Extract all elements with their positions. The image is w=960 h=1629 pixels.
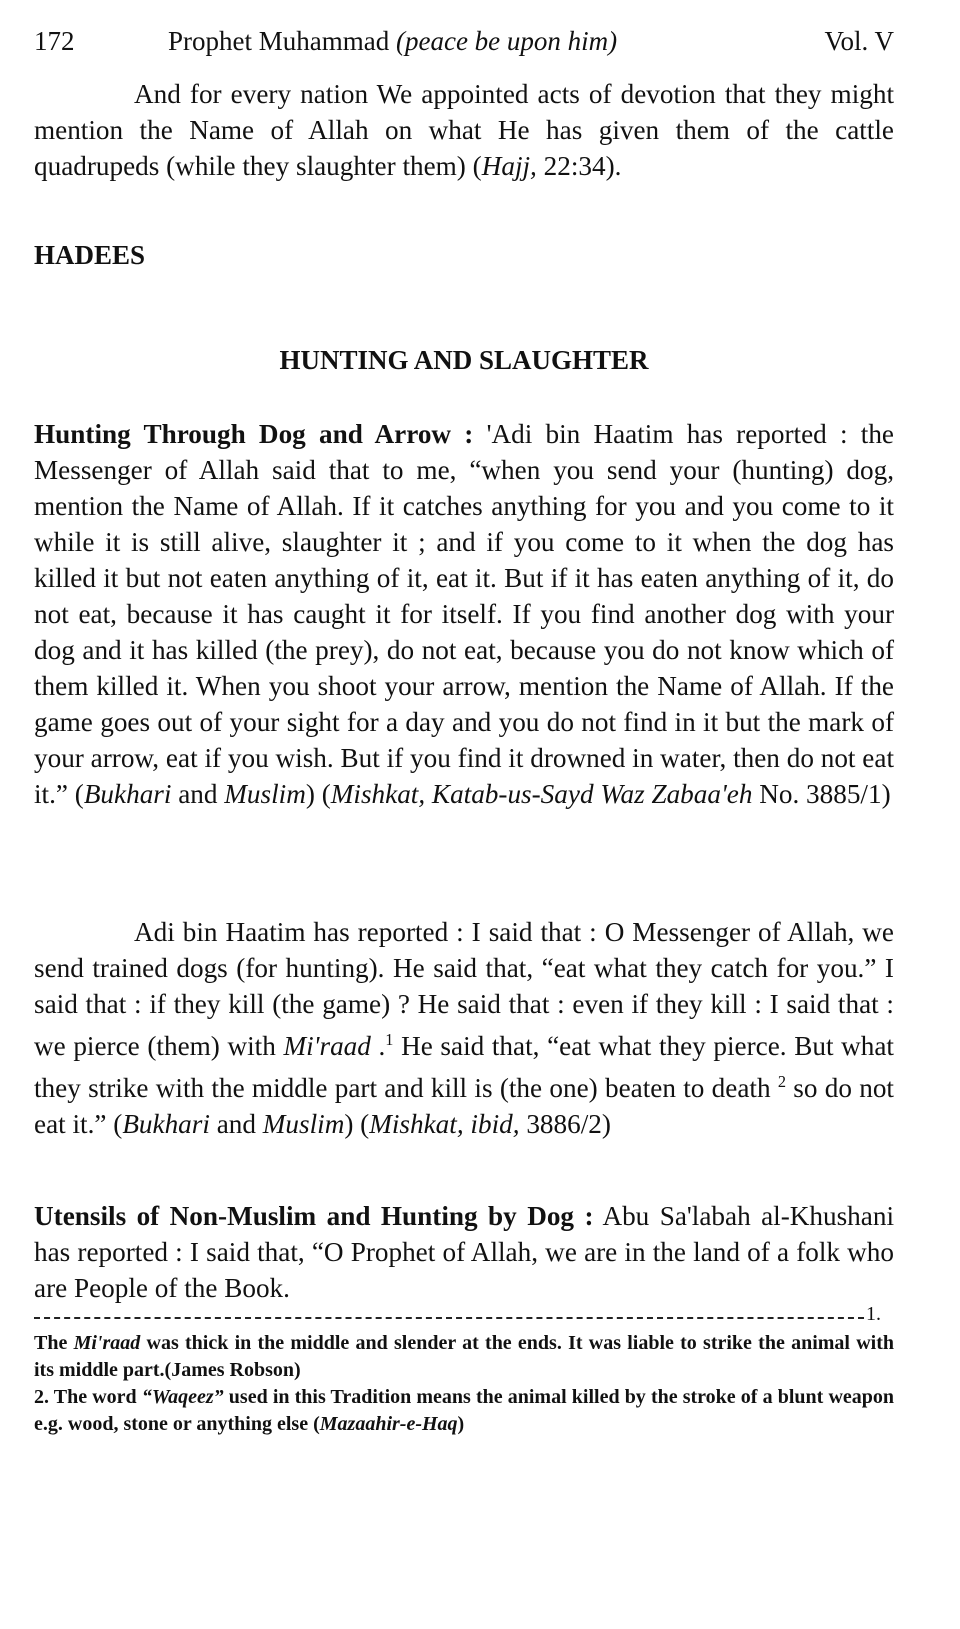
footnote-2: 2. The word “Waqeez” used in this Tradition means the animal killed by the stroke of a blunt weapon e.g. wood, stone or anything else (Mazaahir-e-Haq): [34, 1386, 895, 1435]
quran-verse: And for every nation We appointed acts of devotion that they might mention the Name of Allah on what He has given them of the cattle quadrupeds (while they slaughter them) (Hajj, 22:34).: [34, 79, 894, 181]
hadith-paragraph-3: Utensils of Non-Muslim and Hunting by Dog : Abu Sa'labah al-Khushani has reported : I said that, “O Prophet of Allah, we are in the land of a folk who are People of the Book.: [34, 1201, 894, 1303]
footnote-ref-2: 2: [777, 1072, 786, 1092]
running-header: [34, 26, 894, 62]
hadith-paragraph-2: Adi bin Haatim has reported : I said that : O Messenger of Allah, we send trained dogs (for hunting). He said that, “eat what they catch for you.” I said that : if they kill (the game) ? He said that : even if they kill : I said that : we pierce (them) with Mi'raad .$^1$ He said that, “eat what they pierce. But what they strike with the middle part and kill is (the one) beaten to death $^2$ so do not eat it.” (Bukhari and Muslim) (Mishkat, ibid, 3886/2): [34, 917, 894, 1140]
footnote-1: The Mi'raad was thick in the middle and slender at the ends. It was liable to strike the animal with its middle part.(James Robson): [34, 1332, 894, 1381]
hadith-paragraph-1: Hunting Through Dog and Arrow : 'Adi bin Haatim has reported : the Messenger of Allah said that to me, “when you send your (hunting) dog, mention the Name of Allah. If it catches anything for you and you come to it while it is still alive, slaughter it ; and if you come to it when the dog has killed it but not eaten anything of it, eat it. But if it has eaten anything of it, do not eat, because it has caught it for itself. If you find another dog with your dog and it has killed (the prey), do not eat, because you do not know which of them killed it. When you shoot your arrow, mention the Name of Allah. If the game goes out of your sight for a day and you do not find in it but the mark of your arrow, eat if you wish. But if you find it drowned in water, then do not eat it.” (Bukhari and Muslim) (Mishkat, Katab-us-Sayd Waz Zabaa'eh No. 3885/1): [34, 419, 894, 809]
separator-number: 1.: [866, 1303, 881, 1325]
paragraph-heading: Hunting Through Dog and Arrow :: [34, 419, 474, 449]
section-label: HADEES: [34, 240, 146, 270]
footnote-ref-1: 1: [385, 1030, 394, 1049]
volume-label: Vol. V: [824, 26, 894, 56]
paragraph-heading: Utensils of Non-Muslim and Hunting by Dog :: [34, 1201, 594, 1231]
chapter-heading: HUNTING AND SLAUGHTER: [279, 345, 649, 375]
footnote-separator: [34, 1317, 864, 1319]
page-number: 172: [34, 26, 75, 56]
book-title: Prophet Muhammad (peace be upon him): [168, 26, 618, 56]
